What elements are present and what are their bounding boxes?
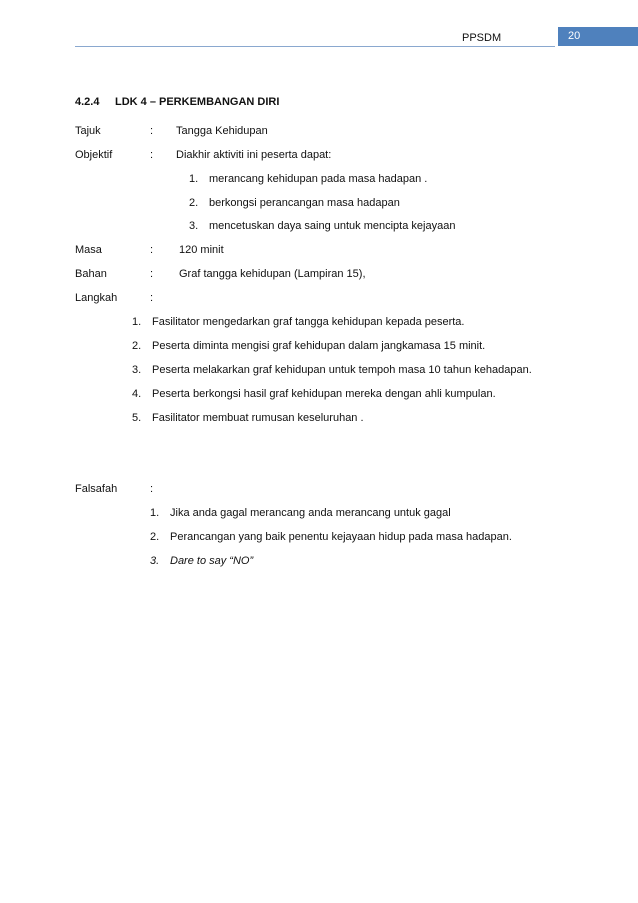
tajuk-label: Tajuk xyxy=(75,125,101,137)
falsafah-item-text: Dare to say “NO” xyxy=(170,555,254,567)
objektif-colon: : xyxy=(150,149,154,161)
falsafah-item-num: 3. xyxy=(150,555,160,567)
objektif-item-text: mencetuskan daya saing untuk mencipta kejayaan xyxy=(209,220,456,232)
falsafah-item-text: Perancangan yang baik penentu kejayaan hidup pada masa hadapan. xyxy=(170,531,512,543)
objektif-item-num: 3. xyxy=(189,220,199,232)
bahan-value: Graf tangga kehidupan (Lampiran 15), xyxy=(179,268,366,280)
langkah-item-num: 4. xyxy=(132,388,142,400)
langkah-item-num: 3. xyxy=(132,364,142,376)
bahan-colon: : xyxy=(150,268,154,280)
langkah-item-text: Fasilitator mengedarkan graf tangga kehidupan kepada peserta. xyxy=(152,316,465,328)
falsafah-item-num: 1. xyxy=(150,507,160,519)
langkah-item-text: Peserta melakarkan graf kehidupan untuk tempoh masa 10 tahun kehadapan. xyxy=(152,364,532,376)
masa-colon: : xyxy=(150,244,154,256)
objektif-label: Objektif xyxy=(75,149,113,161)
header-divider xyxy=(75,46,555,47)
langkah-item-text: Fasilitator membuat rumusan keseluruhan . xyxy=(152,412,364,424)
objektif-item-num: 1. xyxy=(189,173,199,185)
objektif-item-text: berkongsi perancangan masa hadapan xyxy=(209,197,400,209)
page-number-badge: 20 xyxy=(558,27,638,46)
section-title: LDK 4 – PERKEMBANGAN DIRI xyxy=(115,96,280,108)
bahan-label: Bahan xyxy=(75,268,107,280)
tajuk-colon: : xyxy=(150,125,154,137)
tajuk-value: Tangga Kehidupan xyxy=(176,125,268,137)
objektif-item-text: merancang kehidupan pada masa hadapan . xyxy=(209,173,428,185)
langkah-item-text: Peserta diminta mengisi graf kehidupan dalam jangkamasa 15 minit. xyxy=(152,340,486,352)
langkah-item-num: 1. xyxy=(132,316,142,328)
masa-value: 120 minit xyxy=(179,244,224,256)
falsafah-item-text: Jika anda gagal merancang anda merancang untuk gagal xyxy=(170,507,451,519)
falsafah-colon: : xyxy=(150,483,154,495)
objektif-item-num: 2. xyxy=(189,197,199,209)
masa-label: Masa xyxy=(75,244,102,256)
langkah-item-num: 5. xyxy=(132,412,142,424)
langkah-item-num: 2. xyxy=(132,340,142,352)
section-number: 4.2.4 xyxy=(75,96,100,108)
langkah-item-text: Peserta berkongsi hasil graf kehidupan mereka dengan ahli kumpulan. xyxy=(152,388,496,400)
header-org: PPSDM xyxy=(462,32,502,44)
langkah-colon: : xyxy=(150,292,154,304)
falsafah-label: Falsafah xyxy=(75,483,118,495)
falsafah-item-num: 2. xyxy=(150,531,160,543)
objektif-value: Diakhir aktiviti ini peserta dapat: xyxy=(176,149,332,161)
langkah-label: Langkah xyxy=(75,292,118,304)
